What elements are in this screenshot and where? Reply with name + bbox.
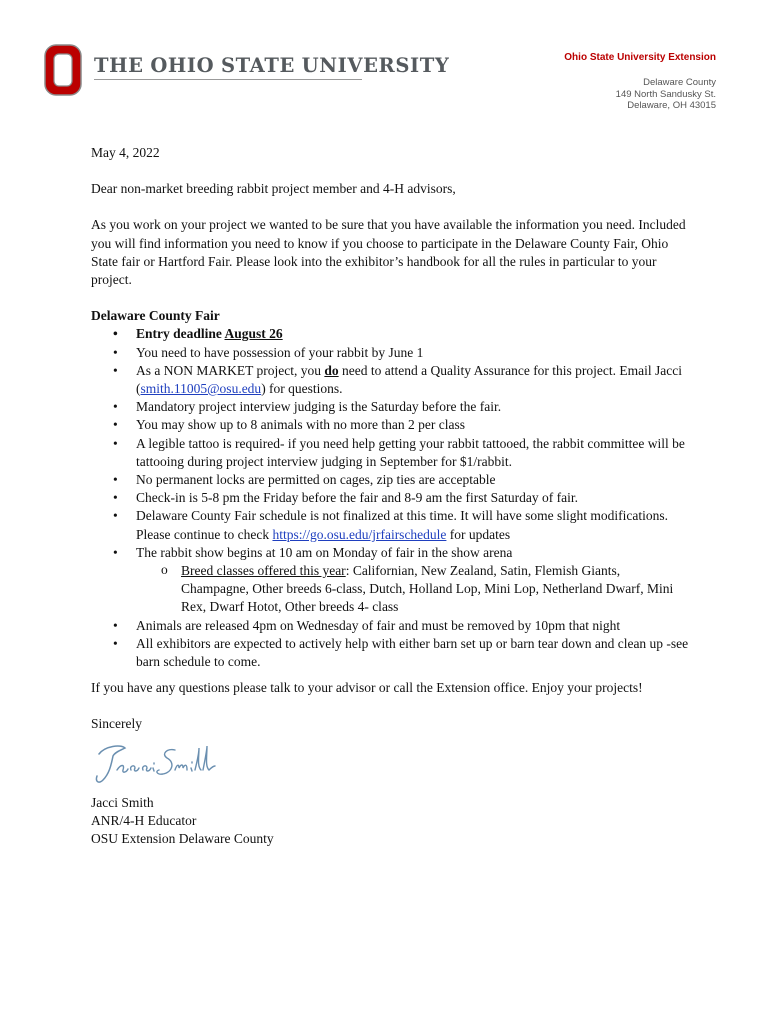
office-address xyxy=(616,77,716,112)
address-line: 149 North Sandusky St. xyxy=(615,88,716,100)
signer-name: Jacci Smith xyxy=(91,794,154,810)
list-item: • You may show up to 8 animals with no more than 2 per class xyxy=(91,416,691,434)
closing-paragraph: If you have any questions please talk to your advisor or call the Extension office. Enjoy your projects! xyxy=(91,680,643,696)
extension-title: Ohio State University Extension xyxy=(564,52,716,63)
letter-greeting: Dear non-market breeding rabbit project member and 4-H advisors, xyxy=(91,181,456,197)
list-item: • All exhibitors are expected to actively help with either barn set up or barn tear down and clean up -see barn schedule to come. xyxy=(91,635,691,671)
sublist-item: o Breed classes offered this year: Californian, New Zealand, Satin, Flemish Giants, Champagne, Other breeds 6-class, Dutch, Holland Lop, Mini Lop, Netherland Dwarf, Mini Rex, Dwarf Hotot, Other breeds 4- class xyxy=(136,562,691,617)
list-item: • Check-in is 5-8 pm the Friday before the fair and 8-9 am the first Saturday of fair. xyxy=(91,489,691,507)
list-item: • The rabbit show begins at 10 am on Monday of fair in the show arena o Breed classes offered this year: Californian, New Zealand, Satin, Flemish Giants, Champagne, Other breeds 6-class, Dutch, Holland Lop, Mini Lop, Netherland Dwarf, Mini Rex, Dwarf Hotot, Other breeds 4- class xyxy=(91,544,691,617)
letter-body xyxy=(91,144,691,848)
fair-rules-list xyxy=(91,325,691,671)
intro-paragraph: As you work on your project we wanted to be sure that you have available the information you need. Included you will find information you need to know if you choose to participate in the Delaware County Fair, Ohio State fair or Hartford Fair. Please look into the exhibitor’s handbook for all the rules in particular to your project. xyxy=(91,217,686,288)
signer-organization: OSU Extension Delaware County xyxy=(91,831,274,847)
handwritten-signature xyxy=(91,740,221,788)
schedule-link[interactable]: https://go.osu.edu/jrfairschedule xyxy=(272,526,447,542)
list-item: • Entry deadline August 26 xyxy=(91,325,691,343)
section-title: Delaware County Fair xyxy=(91,308,220,324)
list-item: • You need to have possession of your rabbit by June 1 xyxy=(91,344,691,362)
list-item: • A legible tattoo is required- if you need help getting your rabbit tattooed, the rabbit committee will be tattooing during project interview judging in September for $1/rabbit. xyxy=(91,435,691,471)
address-line: Delaware County xyxy=(643,77,716,88)
letter-date: May 4, 2022 xyxy=(91,145,160,160)
list-item: • Animals are released 4pm on Wednesday of fair and must be removed by 10pm that night xyxy=(91,617,691,635)
list-item: • Mandatory project interview judging is the Saturday before the fair. xyxy=(91,398,691,416)
university-wordmark: THE OHIO STATE UNIVERSITY xyxy=(94,54,450,77)
email-link[interactable]: smith.11005@osu.edu xyxy=(140,381,262,397)
signer-title: ANR/4-H Educator xyxy=(91,812,197,828)
list-item: • No permanent locks are permitted on cages, zip ties are acceptable xyxy=(91,471,691,489)
breed-sublist xyxy=(136,562,691,617)
sign-off: Sincerely xyxy=(91,716,142,732)
block-o-logo xyxy=(44,44,82,96)
header-rule xyxy=(94,79,362,80)
list-item: • Delaware County Fair schedule is not finalized at this time. It will have some slight modifications. Please continue to check https://go.osu.edu/jrfairschedule for updates xyxy=(91,507,691,543)
address-line: Delaware, OH 43015 xyxy=(627,100,716,112)
list-item: • As a NON MARKET project, you do need to attend a Quality Assurance for this project. Email Jacci (smith.11005@osu.edu) for questions. xyxy=(91,362,691,398)
